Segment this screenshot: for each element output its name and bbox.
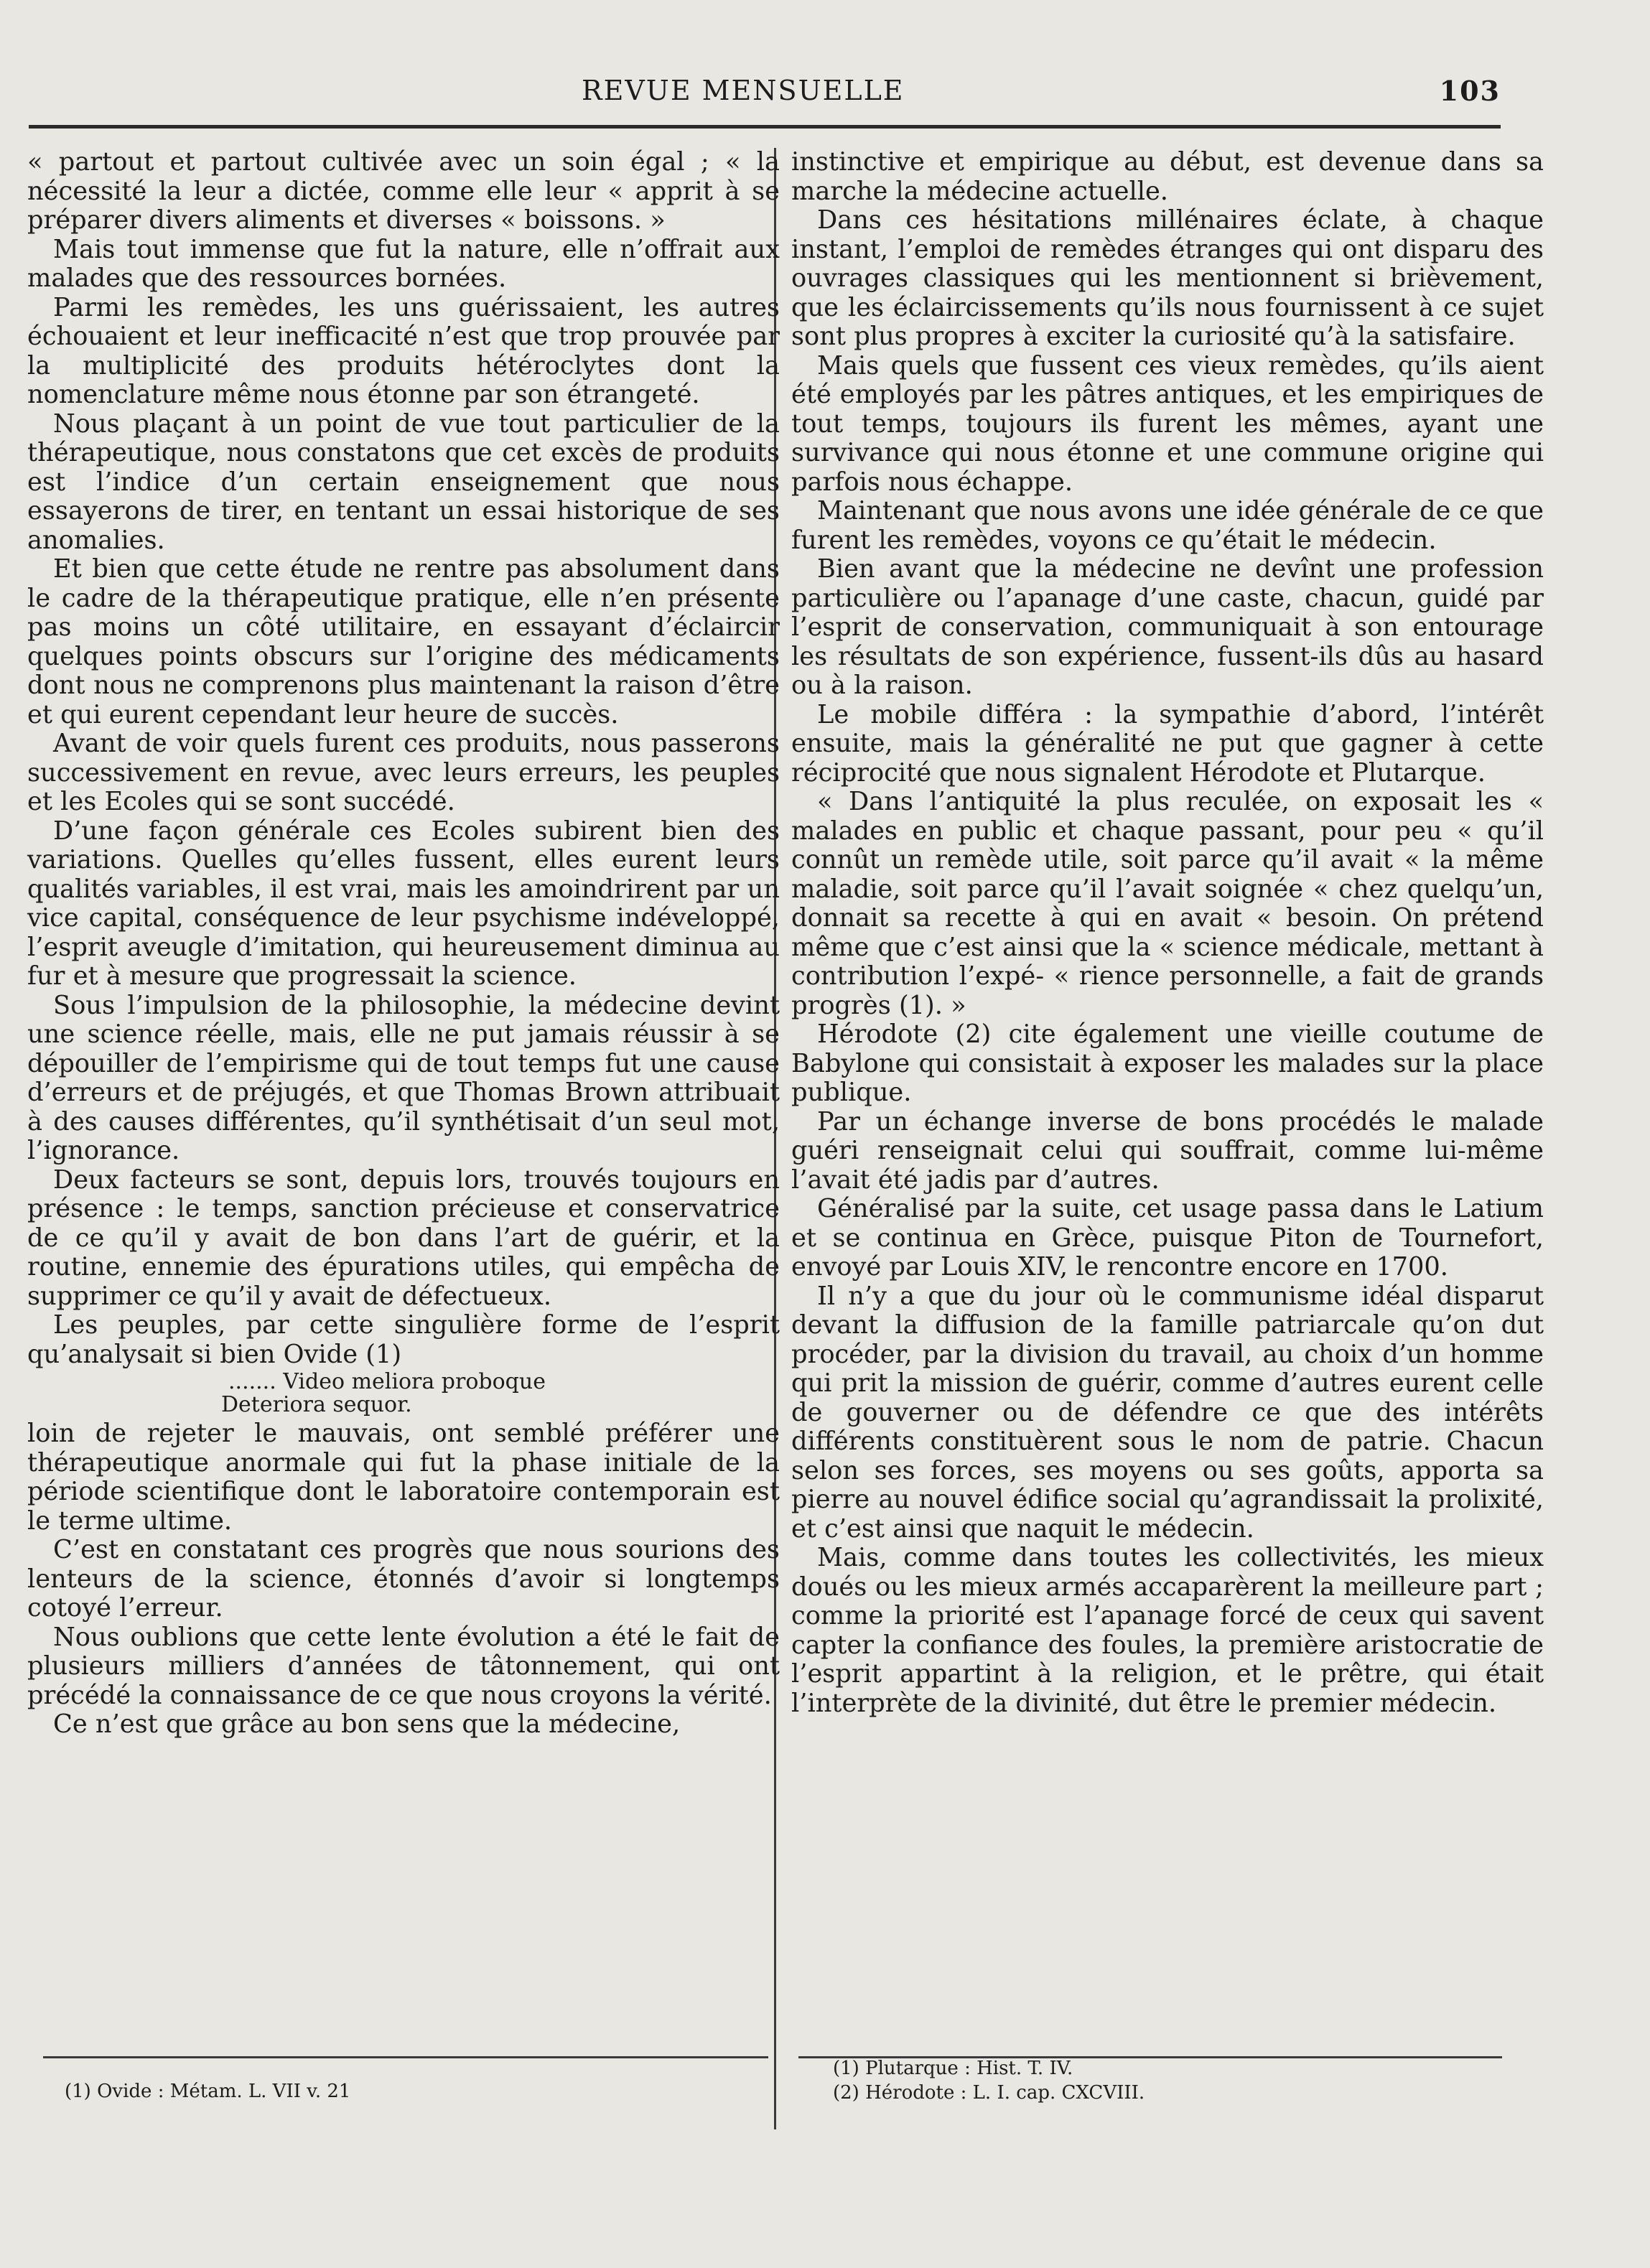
footnote: (1) Ovide : Métam. L. VII v. 21 — [65, 2081, 351, 2102]
verse-quotation — [27, 1371, 780, 1417]
paragraph: Mais, comme dans toutes les collectivités, les mieux doués ou les mieux armés accaparèrent la meilleure part ; comme la priorité est l’apanage forcé de ceux qui savent capter la confiance des foules, la première aristocratie de l’esprit appartint à la religion, et le prêtre, qui était l’interprète de la divinité, dut être le premier médecin. — [791, 1543, 1544, 1718]
paragraph: Parmi les remèdes, les uns guérissaient, les autres échouaient et leur inefficacité n’est que trop prouvée par la multiplicité des produits hétéroclytes dont la nomenclature même nous étonne par son étrangeté. — [27, 292, 780, 409]
paragraph: Les peuples, par cette singulière forme de l’esprit qu’analysait si bien Ovide (1) — [27, 1310, 780, 1369]
paragraph: Nous plaçant à un point de vue tout particulier de la thérapeutique, nous constatons que cet excès de produits est l’indice d’un certain enseignement que nous essayerons de tirer, en tentant un essai historique de ses anomalies. — [27, 409, 780, 555]
paragraph: Et bien que cette étude ne rentre pas absolument dans le cadre de la thérapeutique pratique, elle n’en présente pas moins un côté utilitaire, en essayant d’éclaircir quelques points obscurs sur l’origine des médicaments dont nous ne comprenons plus maintenant la raison d’être et qui eurent cependant leur heure de succès. — [27, 554, 780, 729]
right-column — [791, 148, 1544, 1718]
paragraph: Avant de voir quels furent ces produits, nous passerons successivement en revue, avec leurs erreurs, les peuples et les Ecoles qui se sont succédé. — [27, 729, 780, 816]
paragraph: Hérodote (2) cite également une vieille coutume de Babylone qui consistait à exposer les malades sur la place publique. — [791, 1019, 1544, 1107]
paragraph: « partout et partout cultivée avec un soin égal ; « la nécessité la leur a dictée, comme elle leur « apprit à se préparer divers aliments et diverses « boissons. » — [27, 147, 780, 235]
paragraph: Mais quels que fussent ces vieux remèdes, qu’ils aient été employés par les pâtres antiques, et les empiriques de tout temps, toujours ils furent les mêmes, ayant une survivance qui nous étonne et une commune origine qui parfois nous échappe. — [791, 350, 1544, 497]
footnote-rule — [43, 2056, 768, 2058]
paragraph: Le mobile différa : la sympathie d’abord, l’intérêt ensuite, mais la généralité ne put que gagner à cette réciprocité que nous signalent Hérodote et Plutarque. — [791, 699, 1544, 788]
paragraph: Mais tout immense que fut la nature, elle n’offrait aux malades que des ressources bornées. — [27, 234, 780, 293]
paragraph: Bien avant que la médecine ne devînt une profession particulière ou l’apanage d’une caste, chacun, guidé par l’esprit de conservation, communiquait à son entourage les résultats de son expérience, fussent-ils dûs au hasard ou à la raison. — [791, 554, 1544, 700]
paragraph: instinctive et empirique au début, est devenue dans sa marche la médecine actuelle. — [791, 147, 1544, 206]
footnote: (2) Hérodote : L. I. cap. CXCVIII. — [833, 2082, 1145, 2104]
paragraph: Dans ces hésitations millénaires éclate, à chaque instant, l’emploi de remèdes étranges qui ont disparu des ouvrages classiques qui les mentionnent si brièvement, que les éclaircissements qu’ils nous fournissent à ce sujet sont plus propres à exciter la curiosité qu’à la satisfaire. — [791, 205, 1544, 351]
paragraph: Nous oublions que cette lente évolution a été le fait de plusieurs milliers d’années de tâtonnement, qui ont précédé la connaissance de ce que nous croyons la vérité. — [27, 1622, 780, 1710]
paragraph: Ce n’est que grâce au bon sens que la médecine, — [53, 1709, 681, 1739]
journal-title: REVUE MENSUELLE — [582, 75, 905, 106]
right-footnotes — [833, 2056, 1145, 2105]
paragraph: C’est en constatant ces progrès que nous sourions des lenteurs de la science, étonnés d’avoir si longtemps cotoyé l’erreur. — [27, 1535, 780, 1623]
header-rule — [29, 125, 1501, 129]
left-footnotes — [65, 2079, 350, 2104]
verse-line: Deteriora sequor. — [221, 1392, 412, 1417]
footnote: (1) Plutarque : Hist. T. IV. — [833, 2058, 1073, 2079]
paragraph: loin de rejeter le mauvais, ont semblé préférer une thérapeutique anormale qui fut la phase initiale de la période scientifique dont le laboratoire contemporain est le terme ultime. — [27, 1419, 780, 1536]
paragraph: « Dans l’antiquité la plus reculée, on exposait les « malades en public et chaque passant, pour peu « qu’il connût un remède utile, soit parce qu’il avait « la même maladie, soit parce qu’il l’avait soignée « chez quelqu’un, donnait sa recette à qui en avait « besoin. On prétend même que c’est ainsi que la « science médicale, mettant à contribution l’expé- « rience personnelle, a fait de grands progrès (1). » — [791, 787, 1544, 1020]
paragraph: Sous l’impulsion de la philosophie, la médecine devint une science réelle, mais, elle ne put jamais réussir à se dépouiller de l’empirisme qui de tout temps fut une cause d’erreurs et de préjugés, et que Thomas Brown attribuait à des causes différentes, qu’il synthétisait d’un seul mot, l’ignorance. — [27, 990, 780, 1165]
running-head — [29, 69, 1501, 112]
verse-line: ....... Video meliora proboque — [228, 1369, 546, 1394]
paragraph: Maintenant que nous avons une idée générale de ce que furent les remèdes, voyons ce qu’était le médecin. — [791, 496, 1544, 555]
paragraph: Par un échange inverse de bons procédés le malade guéri renseignait celui qui souffrait, comme lui-même l’avait été jadis par d’autres. — [791, 1106, 1544, 1195]
paragraph: Généralisé par la suite, cet usage passa dans le Latium et se continua en Grèce, puisque Piton de Tournefort, envoyé par Louis XIV, le rencontre encore en 1700. — [791, 1194, 1544, 1282]
paragraph: Deux facteurs se sont, depuis lors, trouvés toujours en présence : le temps, sanction précieuse et conservatrice de ce qu’il y avait de bon dans l’art de guérir, et la routine, ennemie des épurations utiles, qui empêcha de supprimer ce qu’il y avait de défectueux. — [27, 1165, 780, 1311]
page-number: 103 — [1439, 75, 1501, 107]
paragraph: Il n’y a que du jour où le communisme idéal disparut devant la diffusion de la famille patriarcale qu’on dut procéder, par la division du travail, au choix d’un homme qui prit la mission de guérir, comme d’autres eurent celle de gouverner ou de défendre ce que des intérêts différents constituèrent sous le nom de patrie. Chacun selon ses forces, ses moyens ou ses goûts, apporta sa pierre au nouvel édifice social qu’agrandissait la prolixité, et c’est ainsi que naquit le médecin. — [791, 1281, 1544, 1544]
left-column — [27, 148, 780, 1740]
paragraph: D’une façon générale ces Ecoles subirent bien des variations. Quelles qu’elles fussent, elles eurent leurs qualités variables, il est vrai, mais les amoindrirent par un vice capital, conséquence de leur psychisme indéveloppé, l’esprit aveugle d’imitation, qui heureusement diminua au fur et à mesure que progressait la science. — [27, 816, 780, 991]
